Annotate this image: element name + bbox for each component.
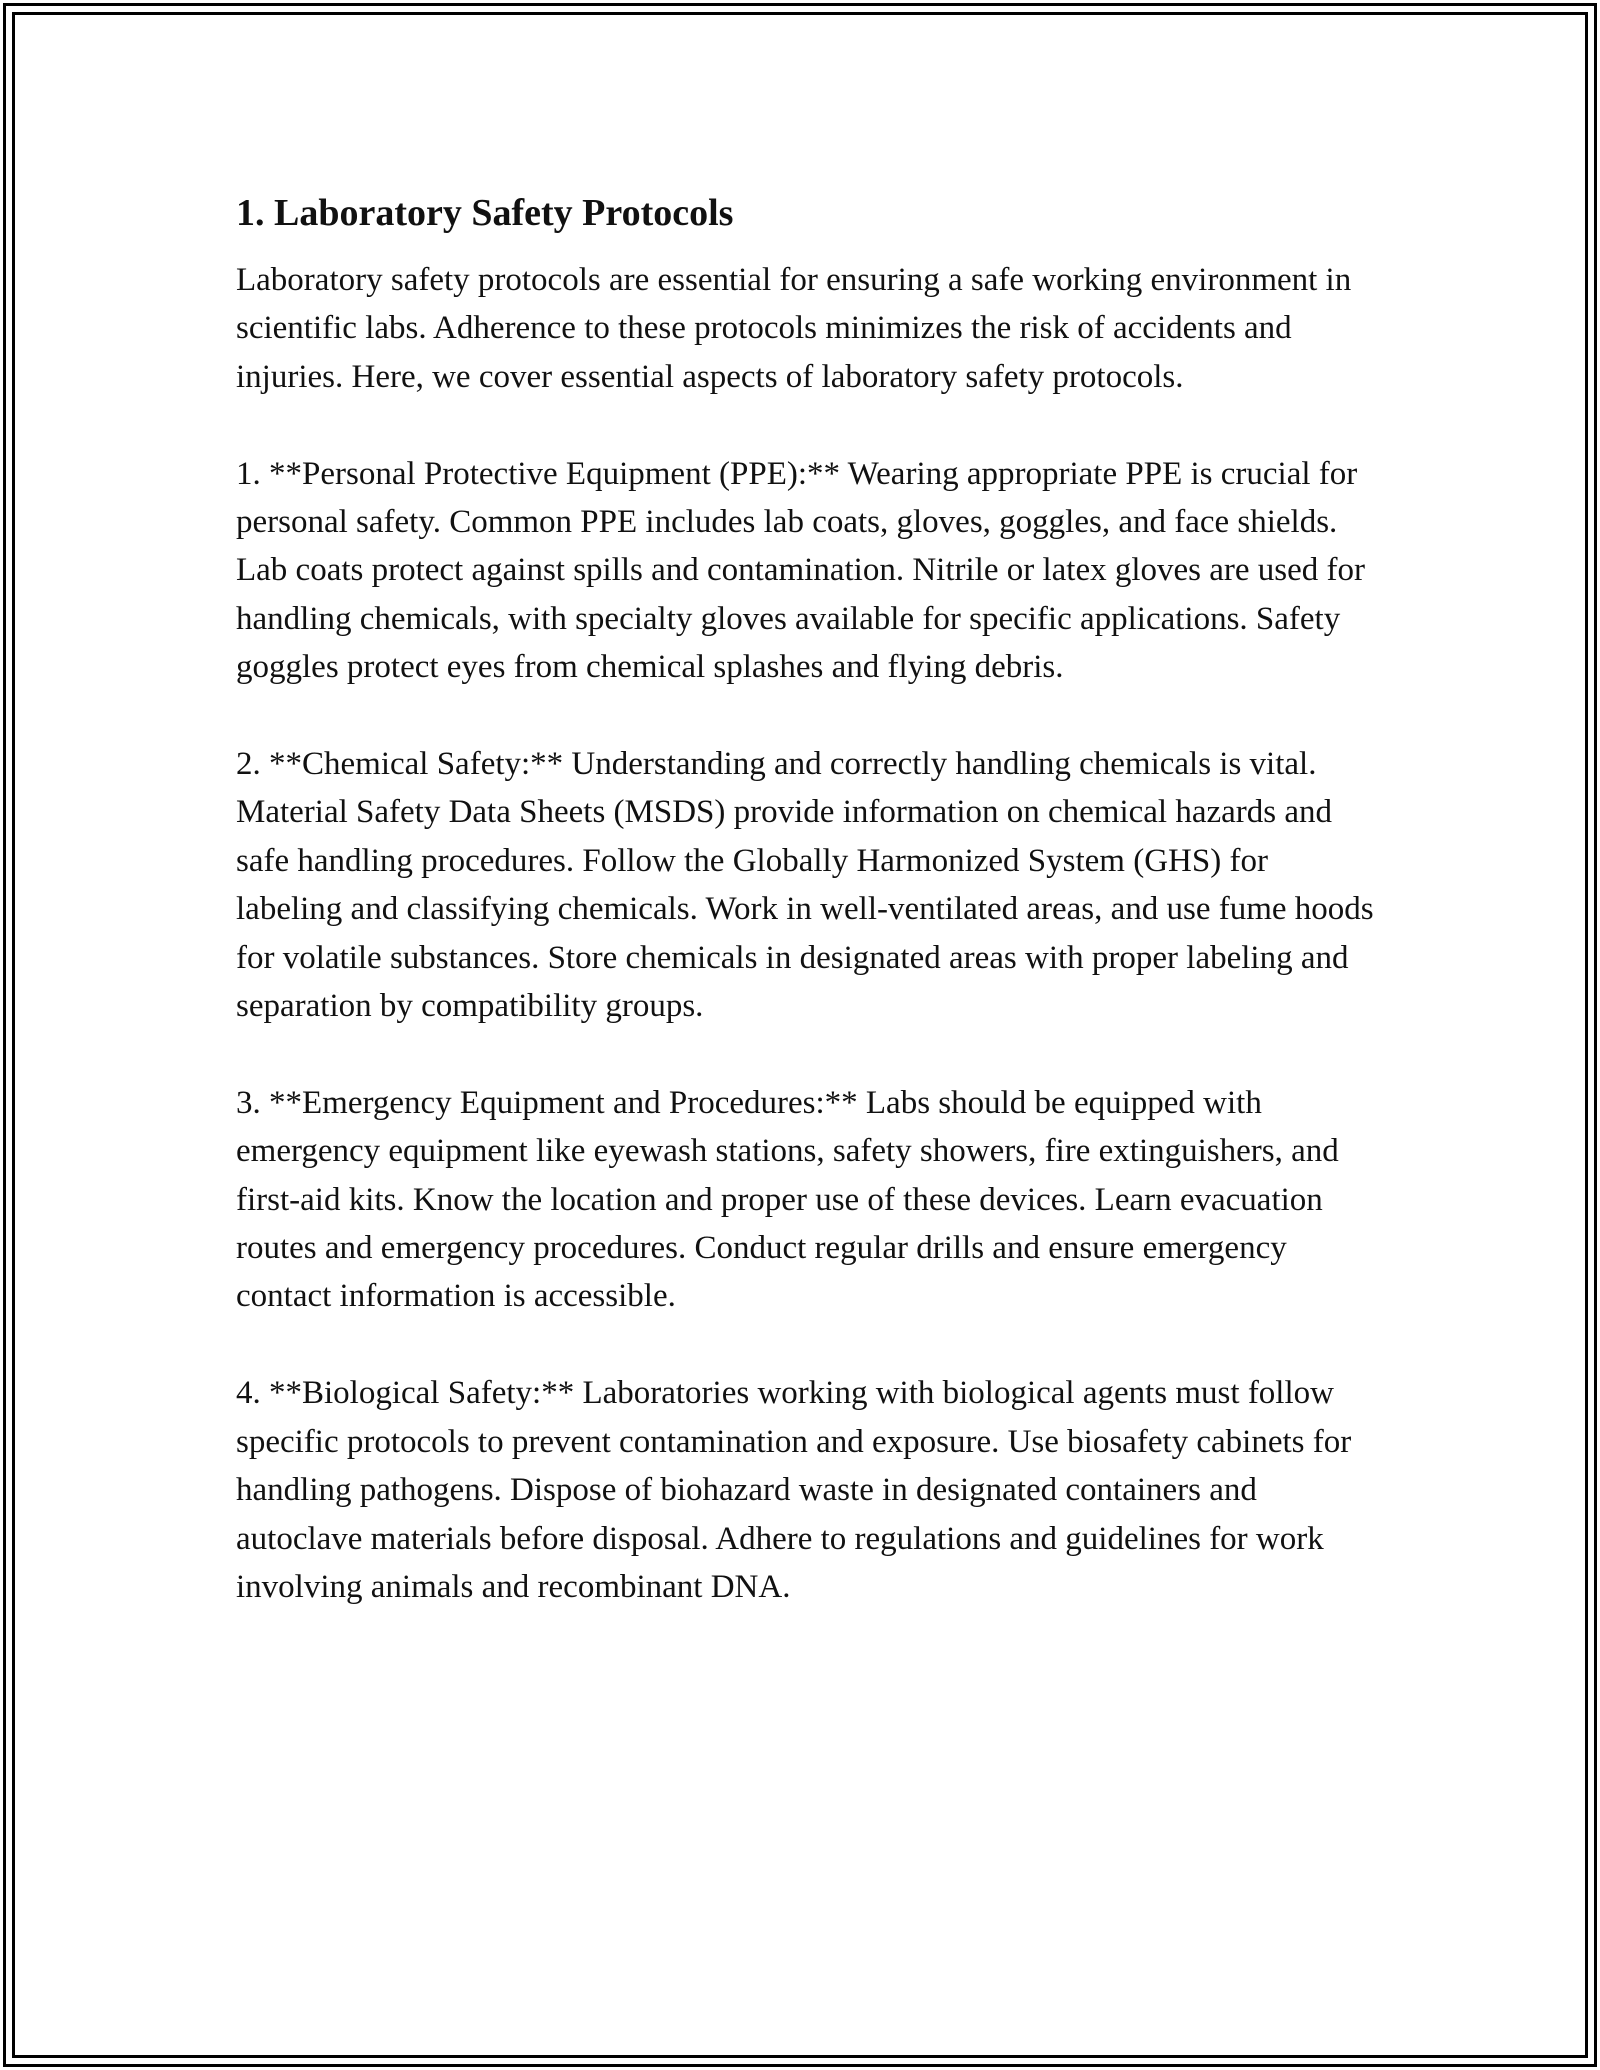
document-body: [236, 186, 1376, 1611]
paragraph-emergency-equipment: 3. **Emergency Equipment and Procedures:** Labs should be equipped with emergency equipment like eyewash stations, safety showers, fire extinguishers, and first-aid kits. Know the location and proper use of these devices. Learn evacuation routes and emergency procedures. Conduct regular drills and ensure emergency contact information is accessible.: [236, 1084, 1339, 1315]
paragraph-biological-safety: 4. **Biological Safety:** Laboratories working with biological agents must follow specific protocols to prevent contamination and exposure. Use biosafety cabinets for handling pathogens. Dispose of biohazard waste in designated containers and autoclave materials before disposal. Adhere to regulations and guidelines for work involving animals and recombinant DNA.: [236, 1375, 1352, 1605]
page-title: 1. Laboratory Safety Protocols: [236, 192, 734, 234]
intro-paragraph: Laboratory safety protocols are essential for ensuring a safe working environment in scientific labs. Adherence to these protocols minimizes the risk of accidents and injuries. Here, we cover essential aspects of laboratory safety protocols.: [236, 262, 1352, 395]
paragraph-ppe: 1. **Personal Protective Equipment (PPE):** Wearing appropriate PPE is crucial for personal safety. Common PPE includes lab coats, gloves, goggles, and face shields. Lab coats protect against spills and contamination. Nitrile or latex gloves are used for handling chemicals, with specialty gloves available for specific applications. Safety goggles protect eyes from chemical splashes and flying debris.: [236, 455, 1365, 686]
paragraph-chemical-safety: 2. **Chemical Safety:** Understanding and correctly handling chemicals is vital. Material Safety Data Sheets (MSDS) provide information on chemical hazards and safe handling procedures. Follow the Globally Harmonized System (GHS) for labeling and classifying chemicals. Work in well-ventilated areas, and use fume hoods for volatile substances. Store chemicals in designated areas with proper labeling and separation by compatibility groups.: [236, 746, 1374, 1025]
